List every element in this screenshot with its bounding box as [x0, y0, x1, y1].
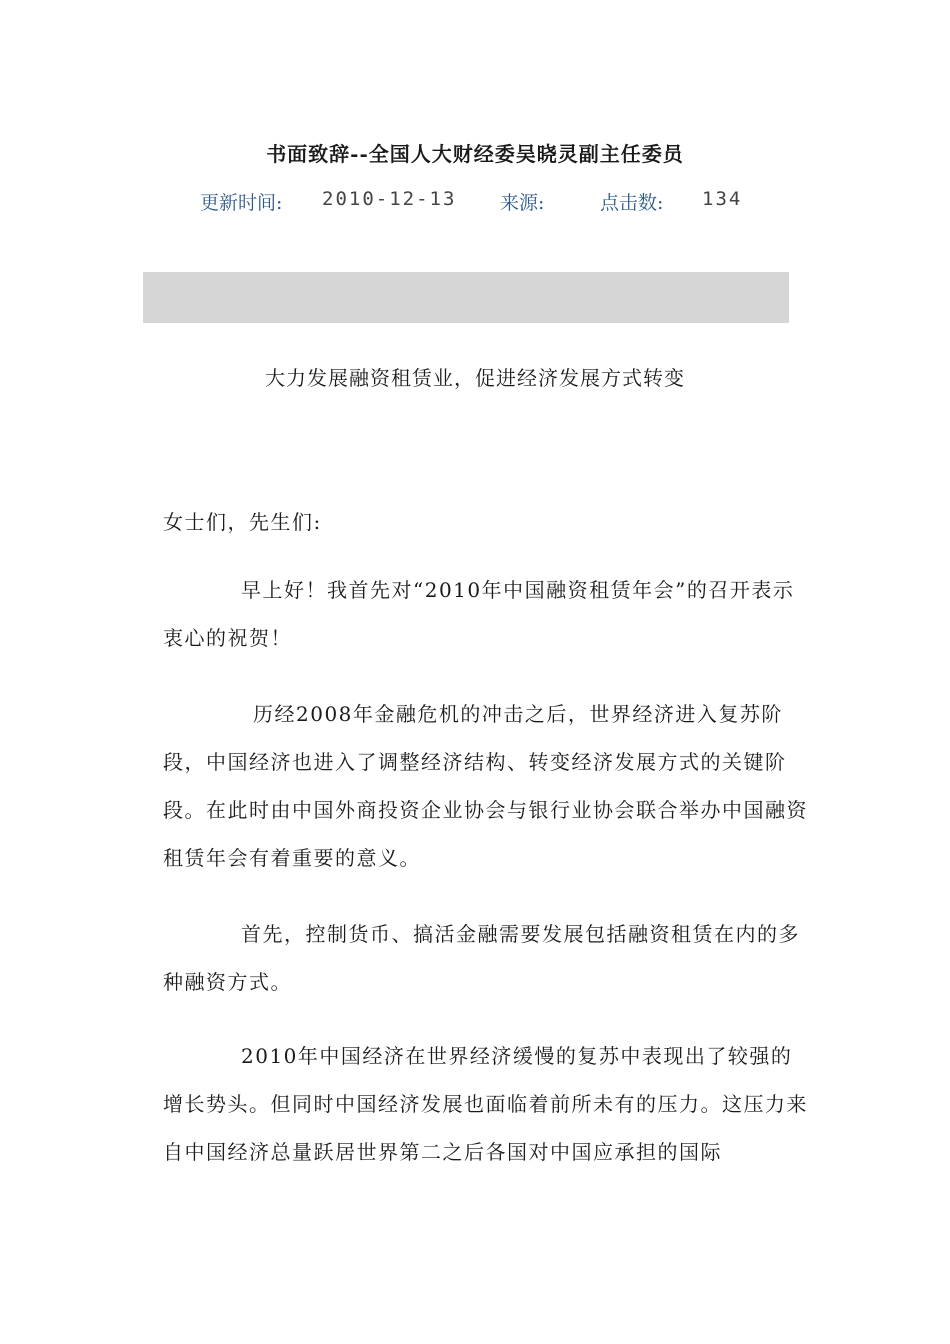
clicks-label: 点击数: — [600, 192, 664, 214]
document-title: 书面致辞--全国人大财经委吴晓灵副主任委员 — [266, 142, 684, 166]
document-subtitle: 大力发展融资租赁业，促进经济发展方式转变 — [265, 366, 685, 390]
paragraph-1: 早上好！我首先对“2010年中国融资租赁年会”的召开表示衷心的祝贺！ — [163, 578, 795, 650]
updated-value: 2010-12-13 — [322, 188, 457, 210]
paragraph-2: 历经2008年金融危机的冲击之后，世界经济进入复苏阶段，中国经济也进入了调整经济结构、转变经济发展方式的关键阶段。在此时由中国外商投资企业协会与银行业协会联合举办中国融资租赁年会有着重要的意义。 — [163, 702, 808, 870]
source-label: 来源: — [500, 192, 545, 214]
updated-label: 更新时间: — [200, 192, 283, 214]
gray-banner — [143, 272, 789, 323]
paragraph-4: 2010年中国经济在世界经济缓慢的复苏中表现出了较强的增长势头。但同时中国经济发展也面临着前所未有的压力。这压力来自中国经济总量跃居世界第二之后各国对中国应承担的国际 — [163, 1044, 808, 1164]
clicks-value: 134 — [702, 188, 743, 210]
paragraph-greeting: 女士们，先生们: — [163, 510, 322, 534]
paragraph-3: 首先，控制货币、搞活金融需要发展包括融资租赁在内的多种融资方式。 — [163, 922, 800, 994]
